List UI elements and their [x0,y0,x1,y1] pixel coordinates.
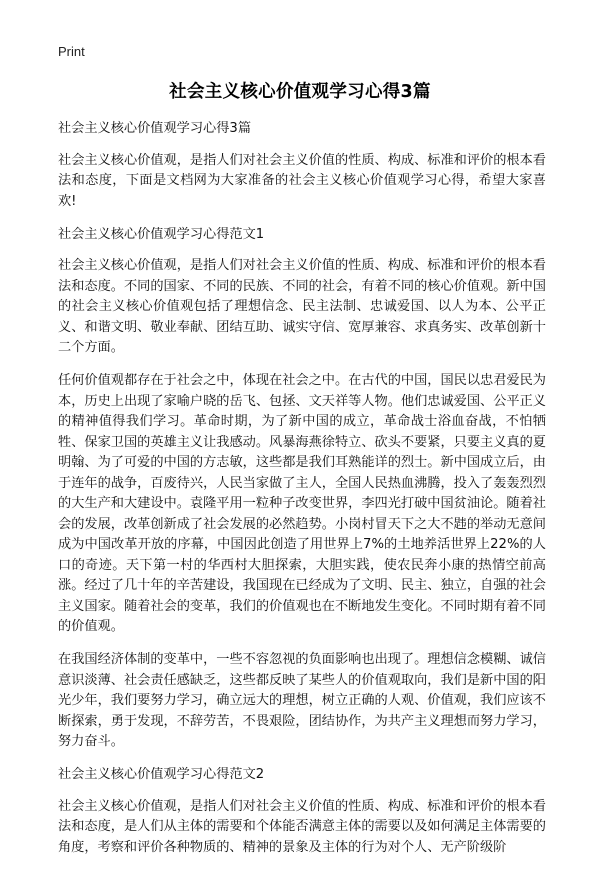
section-heading-2: 社会主义核心价值观学习心得范文2 [58,767,265,782]
intro-paragraph: 社会主义核心价值观，是指人们对社会主义价值的性质、构成、标准和评价的根本看法和态度，下面是文档网为大家准备的社会主义核心价值观学习心得，希望大家喜欢! [58,152,546,209]
page-title: 社会主义核心价值观学习心得3篇 [169,82,431,102]
document-body [58,119,546,871]
body-paragraph: 在我国经济体制的变革中，一些不容忽视的负面影响也出现了。理想信念模糊、诚信意识淡薄、社会责任感缺乏，这些都反映了某些人的价值观取向，我们是新中国的阳光少年，我们要努力学习，确立远大的理想，树立正确的人观、价值观，我们应该不断探索，勇于发现，不辞劳苦，不畏艰险，团结协作，为共产主义理想而努力学习，努力奋斗。 [58,652,546,749]
section-heading-1: 社会主义核心价值观学习心得范文1 [58,226,265,242]
body-paragraph: 社会主义核心价值观，是指人们对社会主义价值的性质、构成、标准和评价的根本看法和态度，是人们从主体的需要和个体能否满意主体的需要以及如何满足主体需要的角度，考察和评价各种物质的、精神的景象及主体的行为对个人、无产阶级阶 [58,798,546,855]
print-label: Print [58,44,85,59]
body-paragraph: 社会主义核心价值观，是指人们对社会主义价值的性质、构成、标准和评价的根本看法和态度。不同的国家、不同的民族、不同的社会，有着不同的核心价值观。新中国的社会主义核心价值观包括了理想信念、民主法制、忠诚爱国、以人为本、公平正义、和谐文明、敬业奉献、团结互助、诚实守信、宽厚兼容、求真务实、改革创新十二个方面。 [58,258,546,355]
body-paragraph: 任何价值观都存在于社会之中，体现在社会之中。在古代的中国，国民以忠君爱民为本，历史上出现了家喻户晓的岳飞、包拯、文天祥等人物。他们忠诚爱国、公平正义的精神值得我们学习。革命时期，为了新中国的成立，革命战士浴血奋战，不怕牺牲、保家卫国的英雄主义让我感动。风暴海燕徐特立、砍头不要紧，只要主义真的夏明翰、为了可爱的中国的方志敏，这些都是我们耳熟能详的烈士。新中国成立后，由于连年的战争，百废待兴，人民当家做了主人，全国人民热血沸腾，投入了轰轰烈烈的大生产和大建设中。袁隆平用一粒种子改变世界，李四光打破中国贫油论。随着社会的发展，改革创新成了社会发展的必然趋势。小岗村冒天下之大不韪的举动无意间成为中国改革开放的序幕，中国因此创造了用世界上7%的土地养活世界上22%的人口的奇迹。天下第一村的华西村大胆探索，大胆实践，使农民奔小康的热情空前高涨。经过了几十年的辛苦建设，我国现在已经成为了文明、民主、独立，自强的社会主义国家。随着社会的变革，我们的价值观也在不断地发生变化。不同时期有着不同的价值观。 [58,373,546,634]
doc-subtitle: 社会主义核心价值观学习心得3篇 [58,121,252,136]
